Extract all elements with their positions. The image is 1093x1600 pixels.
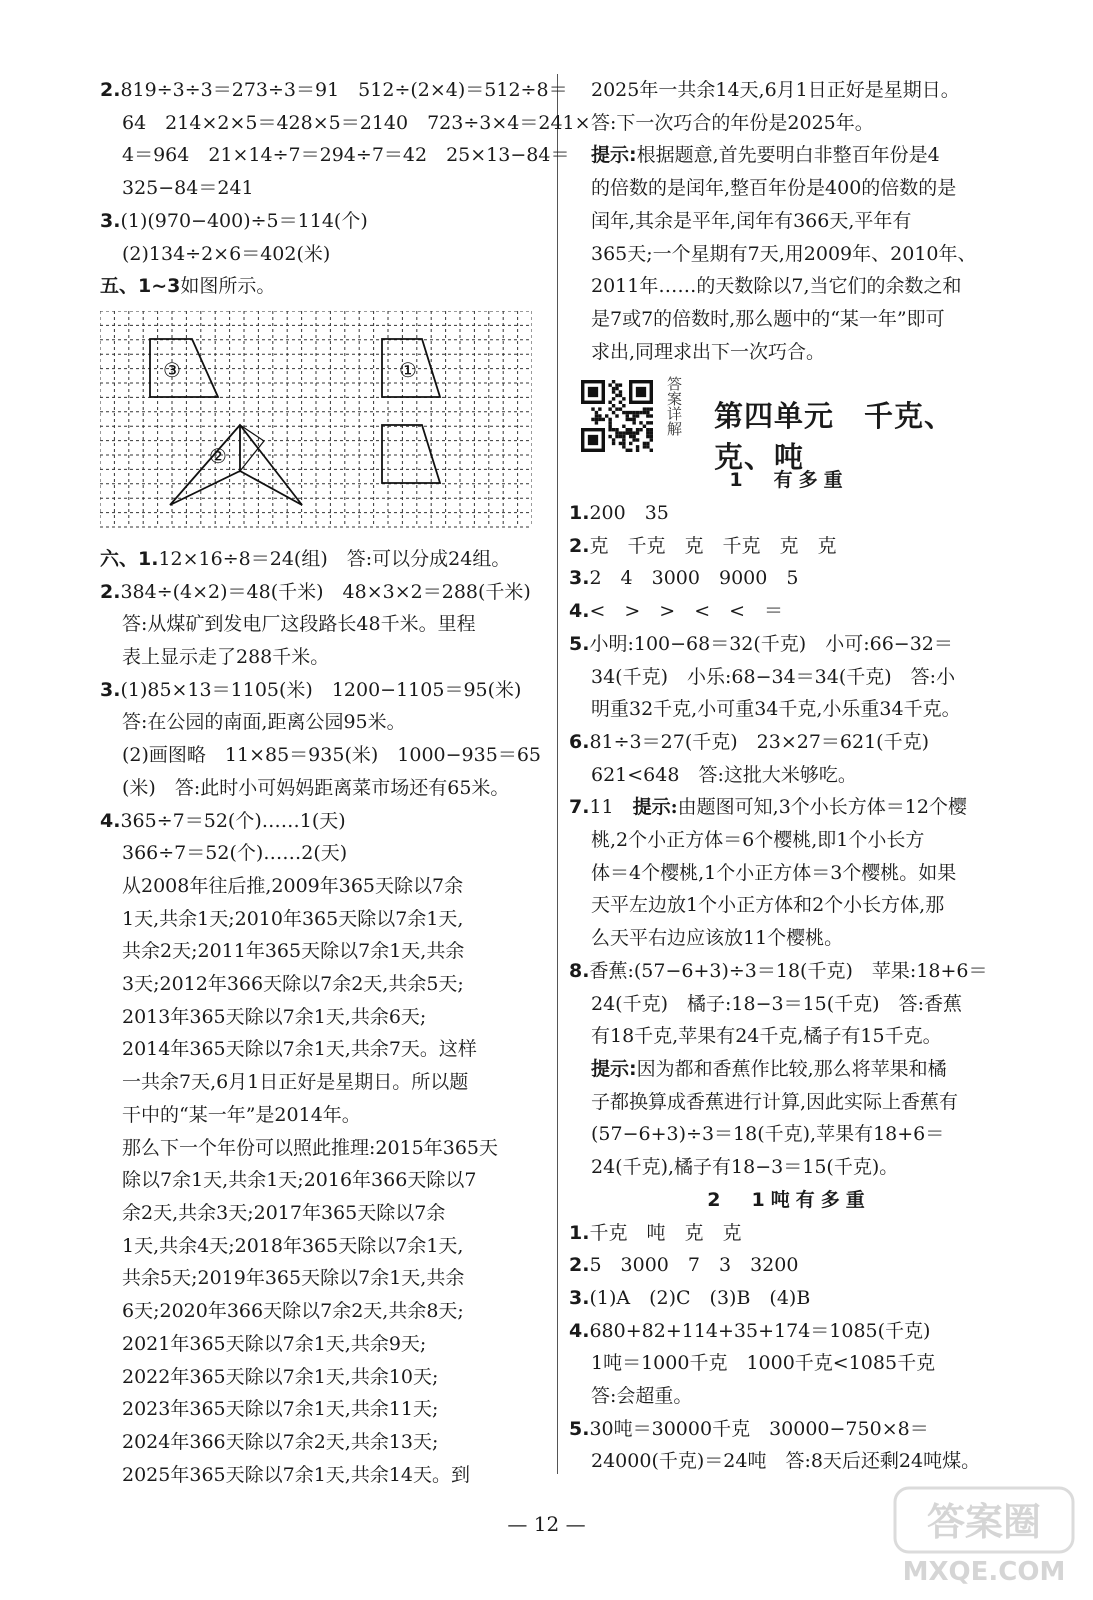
answer-text: 答:下一次巧合的年份是2025年。 [591,111,874,134]
answer-text: 子都换算成香蕉进行计算,因此实际上香蕉有 [591,1090,959,1113]
question-number: 五、1~3 [100,275,181,298]
answer-text: 2023年365天除以7余1天,共余11天; [122,1398,439,1421]
answer-text: 么天平右边应该放11个樱桃。 [591,927,844,950]
right-answers-top [569,74,1009,368]
answer-line [100,543,545,576]
answer-line [569,1249,1009,1282]
answer-text: (1)(970−400)÷5＝114(个) [120,209,368,232]
answer-text: (米) 答:此时小可妈妈距离菜市场还有65米。 [122,776,510,799]
grid-label-2: ② [209,443,227,468]
answer-text: 24(千克) 橘子:18−3＝15(千克) 答:香蕉 [591,992,962,1015]
shape-2-arrow [170,425,302,505]
answer-text: 一共余7天,6月1日正好是星期日。所以题 [122,1071,469,1094]
question-number: 4. [569,600,590,623]
answer-line [100,1459,545,1492]
watermark-url: MXQE.COM [902,1557,1066,1587]
answer-line [100,205,545,238]
left-answers-bottom [100,543,545,1491]
answer-line [569,726,1009,759]
answer-line [569,74,1009,107]
answer-text: 闰年,其余是平年,闰年有366天,平年有 [591,209,912,232]
answer-line [569,693,1009,726]
answer-line [569,1282,1009,1315]
answer-line [100,270,545,303]
answer-line [569,562,1009,595]
answer-text: 366÷7＝52(个)……2(天) [122,842,348,865]
answer-line [569,172,1009,205]
question-number: 5. [569,1417,590,1440]
answer-line [569,628,1009,661]
answer-line [569,238,1009,271]
answer-text: 1天,共余4天;2018年365天除以7余1天, [122,1234,464,1257]
right-answers-bottom [569,1217,1009,1479]
answer-line [100,139,570,172]
answer-line [100,772,545,805]
qr-label: 答案详解 [665,376,683,437]
answer-line [100,706,545,739]
question-number: 4. [569,1319,590,1342]
answer-text: 小明:100−68＝32(千克) 小可:66−32＝ [589,632,953,655]
answer-text: (57−6+3)÷3＝18(千克),苹果有18+6＝ [591,1123,945,1146]
question-number: 1. [569,1221,590,1244]
question-number: 2. [100,79,121,101]
answer-line [569,595,1009,628]
answer-text: < > > < < ＝ [589,600,784,623]
answer-text: 621<648 答:这批大米够吃。 [591,763,857,786]
hint-label: 提示: [591,144,637,167]
answer-line [100,1262,545,1295]
answer-text: 香蕉:(57−6+3)÷3＝18(千克) 苹果:18+6＝ [589,959,988,982]
answer-text: 共余5天;2019年365天除以7余1天,共余 [122,1267,465,1290]
answer-text: 3天;2012年366天除以7余2天,共余5天; [122,973,464,996]
answer-text: 桃,2个小正方体＝6个樱桃,即1个小长方 [591,829,925,852]
answer-line [100,1033,545,1066]
question-number: 3. [569,1286,590,1309]
answer-line [100,641,545,674]
answer-line [569,759,1009,792]
answer-text: 2024年366天除以7余2天,共余13天; [122,1430,439,1453]
answer-text: 384÷(4×2)＝48(千米) 48×3×2＝288(千米) [120,580,531,603]
answer-text: 365天;一个星期有7天,用2009年、2010年、 [591,242,977,265]
answer-line [569,1086,1009,1119]
answer-text: 克 千克 克 千克 克 克 [589,534,837,557]
answer-line [100,1001,545,1034]
section-title-1: 1 有多重 [729,469,849,492]
answer-line [100,74,568,107]
answer-line [569,661,1009,694]
answer-text: 365÷7＝52(个)……1(天) [120,809,346,832]
answer-line [569,1380,1009,1413]
answer-line [569,1347,1009,1380]
answer-text: 81÷3＝27(千克) 23×27＝621(千克) [589,730,930,753]
answer-line [100,968,545,1001]
qr-code-icon[interactable] [581,380,653,452]
answer-text: 325−84＝241 [122,177,254,200]
question-number: 六、1. [100,547,159,570]
shape-3-trapezoid [150,339,218,397]
right-column [569,74,1009,1478]
unit-title: 第四单元 千克、克、吨 [714,399,955,475]
answer-line [569,857,1009,890]
answer-text: 4＝964 21×14÷7＝294÷7＝42 25×13−84＝ [122,144,570,167]
answer-line [569,1151,1009,1184]
answer-line [569,530,1009,563]
answer-line [569,922,1009,955]
answer-line [100,739,545,772]
answer-text: 有18千克,苹果有24千克,橘子有15千克。 [591,1025,942,1048]
grid-shapes [150,339,440,505]
grid-label-1: ① [399,357,417,382]
left-answers-top [100,74,591,303]
answer-line [569,497,1009,530]
answer-text: 11 [589,796,633,819]
answer-text: 除以7余1天,共余1天;2016年366天除以7 [122,1169,477,1192]
answer-text: (1)A (2)C (3)B (4)B [589,1286,811,1309]
answer-line [569,955,1009,988]
answer-line [569,107,1009,140]
answer-text: 24(千克),橘子有18−3＝15(千克)。 [591,1156,899,1179]
answer-text: 1天,共余1天;2010年365天除以7余1天, [122,907,464,930]
answer-line [100,1132,545,1165]
answer-text: 5 3000 7 3 3200 [589,1254,799,1277]
question-number: 3. [100,209,121,232]
answer-text: (1)85×13＝1105(米) 1200−1105＝95(米) [120,678,522,701]
answer-text: 64 214×2×5＝428×5＝2140 723÷3×4＝241× [122,111,591,134]
answer-text: 819÷3÷3＝273÷3＝91 512÷(2×4)＝512÷8＝ [120,79,568,101]
watermark-text: 答案圈 [926,1500,1042,1544]
answer-text: 1吨＝1000千克 1000千克<1085千克 [591,1352,936,1375]
answer-line [100,1361,545,1394]
answer-line [100,172,545,205]
answer-text: 34(千克) 小乐:68−34＝34(千克) 答:小 [591,665,956,688]
answer-line [100,837,545,870]
answer-line [100,608,545,641]
page-number: — 12 — [507,1512,586,1536]
answer-line [100,674,545,707]
grid-label-3: ③ [163,357,181,382]
answer-line [569,1315,1009,1348]
hint-label: 提示: [591,1057,637,1080]
question-number: 8. [569,959,590,982]
question-number: 7. [569,796,590,819]
answer-text: 从2008年往后推,2009年365天除以7余 [122,874,464,897]
answer-line [100,1230,545,1263]
answer-line [569,1217,1009,1250]
answer-line [569,205,1009,238]
answer-line [569,1413,1009,1446]
answer-line [100,576,545,609]
geometry-grid-figure [100,311,532,537]
grid-lines [100,311,532,527]
answer-line [569,1020,1009,1053]
answer-line [569,988,1009,1021]
answer-text: 干中的“某一年”是2014年。 [122,1103,361,1126]
answer-text: 余2天,共余3天;2017年365天除以7余 [122,1201,446,1224]
answer-line [100,1066,545,1099]
answer-line [100,1164,545,1197]
answer-line [569,1118,1009,1151]
answer-text: 共余2天;2011年365天除以7余1天,共余 [122,940,465,963]
answer-text: 2025年365天除以7余1天,共余14天。到 [122,1463,471,1486]
answer-text: 明重32千克,小可重34千克,小乐重34千克。 [591,698,961,721]
answer-line [100,903,545,936]
answer-text: 6天;2020年366天除以7余2天,共余8天; [122,1300,464,1323]
answer-text: (2)画图略 11×85＝935(米) 1000−935＝65 [122,744,541,767]
answer-line [100,1197,545,1230]
question-number: 1. [569,502,590,525]
question-number: 2. [569,1254,590,1277]
answer-text: (2)134÷2×6＝402(米) [122,242,331,265]
column-divider [557,74,558,1474]
answer-text: 680+82+114+35+174＝1085(千克) [589,1319,931,1342]
question-number: 2. [569,534,590,557]
answer-line [569,1445,1009,1478]
question-number: 2. [100,580,121,603]
answer-text: 答:会超重。 [591,1385,693,1408]
section-title-2: 2 1吨有多重 [707,1188,871,1211]
answer-text: 12×16÷8＝24(组) 答:可以分成24组。 [158,547,511,570]
answer-line [100,870,545,903]
hint-text: 由题图可知,3个小长方体＝12个樱 [677,796,967,819]
answer-line [100,1426,545,1459]
question-number: 3. [100,678,121,701]
answer-line [100,1295,545,1328]
answer-text: 因为都和香蕉作比较,那么将苹果和橘 [636,1057,947,1080]
answer-text: 体＝4个樱桃,1个小正方体＝3个樱桃。如果 [591,861,957,884]
answer-text: 表上显示走了288千米。 [122,646,330,669]
answer-text: 2022年365天除以7余1天,共余10天; [122,1365,439,1388]
answer-line [569,303,1009,336]
answer-text: 2025年一共余14天,6月1日正好是星期日。 [591,79,960,101]
answer-text: 千克 吨 克 克 [589,1221,742,1244]
answer-text: 24000(千克)＝24吨 答:8天后还剩24吨煤。 [591,1450,981,1473]
answer-text: 2014年365天除以7余1天,共余7天。这样 [122,1038,477,1061]
question-number: 3. [569,567,590,590]
hint-label: 提示: [632,796,678,819]
answer-line [100,238,545,271]
answer-line [569,270,1009,303]
left-column [100,74,591,1491]
answer-text: 的倍数的是闰年,整百年份是400的倍数的是 [591,177,957,200]
answer-text: 天平左边放1个小正方体和2个小长方体,那 [591,894,945,917]
answer-text: 2011年……的天数除以7,当它们的余数之和 [591,275,962,298]
answer-text: 根据题意,首先要明白非整百年份是4 [636,144,940,167]
answer-line [569,791,1009,824]
answer-line [100,1393,545,1426]
answer-text: 答:从煤矿到发电厂这段路长48千米。里程 [122,613,476,636]
answer-text: 答:在公园的南面,距离公园95米。 [122,711,406,734]
answer-text: 2021年365天除以7余1天,共余9天; [122,1332,427,1355]
answer-text: 如图所示。 [180,275,276,298]
answer-line [100,1099,545,1132]
answer-text: 200 35 [589,502,669,525]
answer-line [569,139,1009,172]
answer-text: 求出,同理求出下一次巧合。 [591,340,826,363]
question-number: 6. [569,730,590,753]
question-number: 5. [569,632,590,655]
answer-line [100,935,545,968]
unit-header [569,372,1009,475]
answer-line [100,107,591,140]
right-answers-middle [569,497,1009,1184]
answer-line [569,889,1009,922]
question-number: 4. [100,809,121,832]
answer-text: 2 4 3000 9000 5 [589,567,799,590]
answer-line [100,805,545,838]
answer-text: 2013年365天除以7余1天,共余6天; [122,1005,427,1028]
answer-line [100,1328,545,1361]
answer-line [569,336,1009,369]
answer-text: 那么下一个年份可以照此推理:2015年365天 [122,1136,499,1159]
answer-text: 30吨＝30000千克 30000−750×8＝ [589,1417,929,1440]
answer-line [569,824,1009,857]
watermark-logo [889,1480,1079,1590]
answer-line [569,1053,1009,1086]
answer-text: 是7或7的倍数时,那么题中的“某一年”即可 [591,307,945,330]
